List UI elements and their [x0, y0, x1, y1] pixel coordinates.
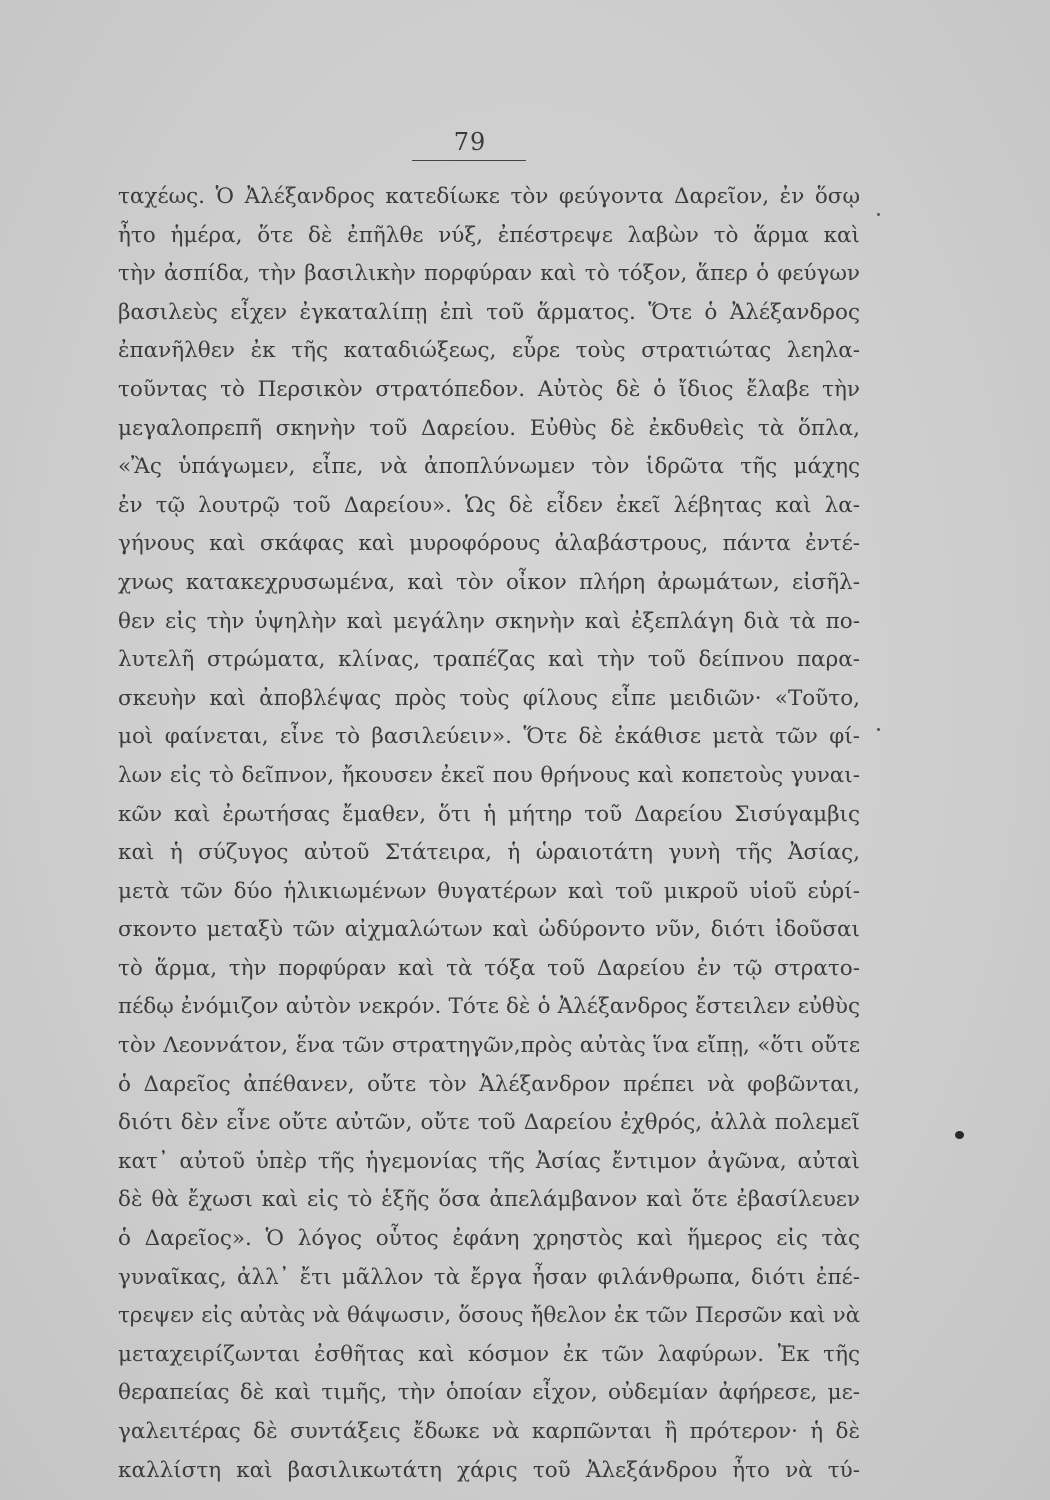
text-line: τὸ ἅρμα, τὴν πορφύραν καὶ τὰ τόξα τοῦ Δαρείου ἐν τῷ στρατο- — [118, 955, 860, 981]
text-line: μεγαλοπρεπῆ σκηνὴν τοῦ Δαρείου. Εὐθὺς δὲ ἐκδυθεὶς τὰ ὅπλα, — [118, 415, 860, 441]
text-line: ἦτο ἡμέρα, ὅτε δὲ ἐπῆλθε νύξ, ἐπέστρεψε λαβὼν τὸ ἅρμα καὶ — [118, 222, 860, 248]
text-line: σκοντο μεταξὺ τῶν αἰχμαλώτων καὶ ὠδύροντο νῦν, διότι ἰδοῦσαι — [118, 917, 860, 943]
page-number-rule — [412, 160, 526, 161]
text-line: γυναῖκας, ἀλλ᾽ ἔτι μᾶλλον τὰ ἔργα ἦσαν φιλάνθρωπα, διότι ἐπέ- — [118, 1264, 860, 1290]
text-line: τρεψεν εἰς αὐτὰς νὰ θάψωσιν, ὅσους ἤθελον ἐκ τῶν Περσῶν καὶ νὰ — [118, 1303, 860, 1329]
text-line: τὴν ἀσπίδα, τὴν βασιλικὴν πορφύραν καὶ τὸ τόξον, ἅπερ ὁ φεύγων — [118, 261, 860, 287]
text-line: μοὶ φαίνεται, εἶνε τὸ βασιλεύειν». Ὅτε δὲ ἐκάθισε μετὰ τῶν φί- — [118, 724, 860, 750]
text-line: δὲ θὰ ἔχωσι καὶ εἰς τὸ ἑξῆς ὅσα ἀπελάμβανον καὶ ὅτε ἐβασίλευεν — [118, 1187, 860, 1213]
text-line: γήνους καὶ σκάφας καὶ μυροφόρους ἀλαβάστρους, πάντα ἐντέ- — [118, 531, 860, 557]
text-line: κῶν καὶ ἐρωτήσας ἔμαθεν, ὅτι ἡ μήτηρ τοῦ Δαρείου Σισύγαμβις — [118, 801, 860, 827]
text-line: κατ᾽ αὐτοῦ ὑπὲρ τῆς ἡγεμονίας τῆς Ἀσίας ἔντιμον ἀγῶνα, αὐταὶ — [118, 1148, 860, 1174]
text-line: διότι δὲν εἶνε οὔτε αὐτῶν, οὔτε τοῦ Δαρείου ἐχθρός, ἀλλὰ πολεμεῖ — [118, 1110, 860, 1136]
page-number: 79 — [453, 128, 487, 156]
text-line: ἐν τῷ λουτρῷ τοῦ Δαρείου». Ὡς δὲ εἶδεν ἐκεῖ λέβητας καὶ λα- — [118, 492, 860, 518]
text-line: θεν εἰς τὴν ὑψηλὴν καὶ μεγάλην σκηνὴν καὶ ἐξεπλάγη διὰ τὰ πο- — [118, 608, 860, 634]
text-line: ὁ Δαρεῖος». Ὁ λόγος οὗτος ἐφάνη χρηστὸς καὶ ἥμερος εἰς τὰς — [118, 1226, 860, 1252]
text-line: βασιλεὺς εἶχεν ἐγκαταλίπῃ ἐπὶ τοῦ ἅρματος. Ὅτε ὁ Ἀλέξανδρος — [118, 299, 860, 325]
paper-speck — [877, 213, 880, 216]
text-line: λυτελῆ στρώματα, κλίνας, τραπέζας καὶ τὴν τοῦ δείπνου παρα- — [118, 647, 860, 673]
text-line: χνως κατακεχρυσωμένα, καὶ τὸν οἶκον πλήρη ἀρωμάτων, εἰσῆλ- — [118, 569, 860, 595]
text-line: μετὰ τῶν δύο ἡλικιωμένων θυγατέρων καὶ τοῦ μικροῦ υἱοῦ εὑρί- — [118, 878, 860, 904]
text-line: λων εἰς τὸ δεῖπνον, ἤκουσεν ἐκεῖ που θρήνους καὶ κοπετοὺς γυναι- — [118, 762, 860, 788]
text-line: ταχέως. Ὁ Ἀλέξανδρος κατεδίωκε τὸν φεύγοντα Δαρεῖον, ἐν ὅσῳ — [118, 184, 860, 209]
text-line: γαλειτέρας δὲ συντάξεις ἔδωκε νὰ καρπῶνται ἢ πρότερον· ἡ δὲ — [118, 1419, 860, 1444]
text-line: πέδῳ ἐνόμιζον αὐτὸν νεκρόν. Τότε δὲ ὁ Ἀλέξανδρος ἔστειλεν εὐθὺς — [118, 994, 860, 1020]
text-line: καὶ ἡ σύζυγος αὐτοῦ Στάτειρα, ἡ ὡραιοτάτη γυνὴ τῆς Ἀσίας, — [118, 840, 860, 866]
text-line: ὁ Δαρεῖος ἀπέθανεν, οὔτε τὸν Ἀλέξανδρον πρέπει νὰ φοβῶνται, — [118, 1071, 860, 1097]
paper-speck — [877, 728, 880, 731]
text-line: ἐπανῆλθεν ἐκ τῆς καταδιώξεως, εὗρε τοὺς στρατιώτας λεηλα- — [118, 338, 860, 364]
text-line: «Ἂς ὑπάγωμεν, εἶπε, νὰ ἀποπλύνωμεν τὸν ἱδρῶτα τῆς μάχης — [118, 454, 860, 480]
text-line: μεταχειρίζωνται ἐσθῆτας καὶ κόσμον ἐκ τῶν λαφύρων. Ἐκ τῆς — [118, 1341, 860, 1367]
text-line: τοῦντας τὸ Περσικὸν στρατόπεδον. Αὐτὸς δὲ ὁ ἴδιος ἔλαβε τὴν — [118, 376, 860, 402]
body-text — [118, 178, 860, 1490]
text-line: τὸν Λεοννάτον, ἕνα τῶν στρατηγῶν,πρὸς αὐτὰς ἵνα εἴπῃ, «ὅτι οὔτε — [118, 1033, 860, 1059]
text-line: θεραπείας δὲ καὶ τιμῆς, τὴν ὁποίαν εἶχον, οὐδεμίαν ἀφήρεσε, με- — [118, 1380, 860, 1406]
text-line: σκευὴν καὶ ἀποβλέψας πρὸς τοὺς φίλους εἶπε μειδιῶν· «Τοῦτο, — [118, 685, 860, 711]
ink-spot — [955, 1131, 964, 1139]
text-line: καλλίστη καὶ βασιλικωτάτη χάρις τοῦ Ἀλεξάνδρου ἦτο νὰ τύ- — [118, 1457, 860, 1483]
